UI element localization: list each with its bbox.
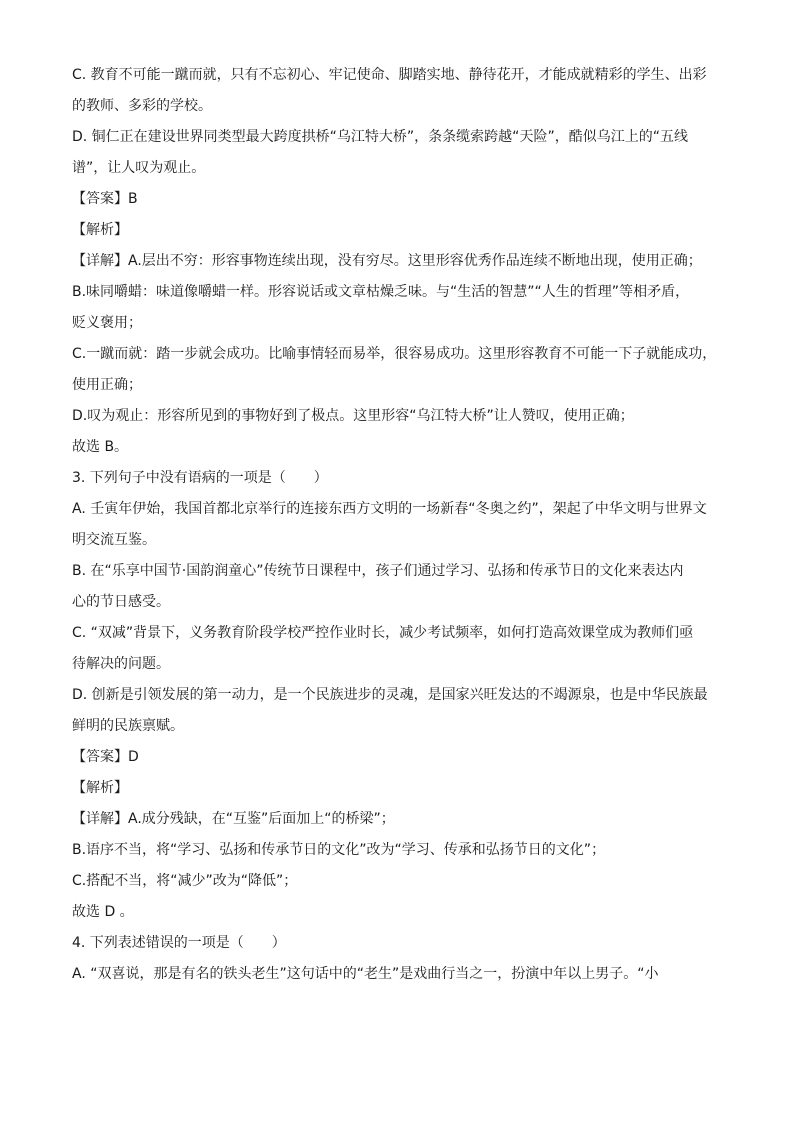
question-4-stem: 4. 下列表述错误的一项是（ ） (72, 935, 286, 951)
text-line: B.味同嚼蜡：味道像嚼蜡一样。形容说话或文章枯燥乏味。与“生活的智慧”“人生的哲理”等相矛盾， (72, 284, 690, 300)
answer-heading: 【答案】B (72, 191, 138, 207)
text-line: D. 创新是引领发展的第一动力，是一个民族进步的灵魂，是国家兴旺发达的不竭源泉，也是中华民族最 (72, 687, 708, 703)
text-line: A. 壬寅年伊始，我国首都北京举行的连接东西方文明的一场新春“冬奥之约”，架起了中华文明与世界文 (72, 501, 707, 517)
text-line: 【详解】A.层出不穷：形容事物连续出现，没有穷尽。这里形容优秀作品连续不断地出现，使用正确； (72, 253, 702, 269)
text-line: C. “双减”背景下，义务教育阶段学校严控作业时长，减少考试频率，如何打造高效课堂成为教师们亟 (72, 625, 694, 641)
text-line: 谱”，让人叹为观止。 (72, 160, 206, 176)
text-line: 心的节日感受。 (72, 594, 170, 610)
text-line: 故选 B。 (72, 439, 129, 455)
text-line: 【详解】A.成分残缺，在“互鉴”后面加上“的桥梁”； (72, 811, 395, 827)
text-line: 明交流互鉴。 (72, 532, 156, 548)
text-line: 鲜明的民族禀赋。 (72, 718, 184, 734)
text-line: D. 铜仁正在建设世界同类型最大跨度拱桥“乌江特大桥”，条条缆索跨越“天险”，酷似乌江上的“五线 (72, 129, 688, 145)
text-line: B.语序不当，将“学习、弘扬和传承节日的文化”改为“学习、传承和弘扬节日的文化”； (72, 842, 606, 858)
text-line: C.搭配不当，将“减少”改为“降低”； (72, 873, 298, 889)
text-line: 故选 D 。 (72, 904, 134, 920)
answer-heading: 【答案】D (72, 749, 139, 765)
text-line: C. 教育不可能一蹴而就，只有不忘初心、牢记使命、脚踏实地、静待花开，才能成就精彩的学生、出彩 (72, 67, 707, 83)
text-line: A. “双喜说，那是有名的铁头老生”这句话中的“老生”是戏曲行当之一，扮演中年以上男子。“小 (72, 966, 659, 982)
text-line: D.叹为观止：形容所见到的事物好到了极点。这里形容“乌江特大桥”让人赞叹，使用正确； (72, 408, 634, 424)
text-line: 使用正确； (72, 377, 142, 393)
analysis-heading: 【解析】 (72, 222, 128, 238)
text-line: 贬义褒用； (72, 315, 142, 331)
text-line: 的教师、多彩的学校。 (72, 98, 212, 114)
document-body (72, 60, 732, 990)
text-line: C.一蹴而就：踏一步就会成功。比喻事情轻而易举，很容易成功。这里形容教育不可能一下子就能成功， (72, 346, 717, 362)
question-3-stem: 3. 下列句子中没有语病的一项是（ ） (72, 470, 328, 486)
text-line: 待解决的问题。 (72, 656, 170, 672)
text-line: B. 在“乐享中国节·国韵润童心”传统节日课程中，孩子们通过学习、弘扬和传承节日的文化来表达内 (72, 563, 684, 579)
analysis-heading: 【解析】 (72, 780, 128, 796)
